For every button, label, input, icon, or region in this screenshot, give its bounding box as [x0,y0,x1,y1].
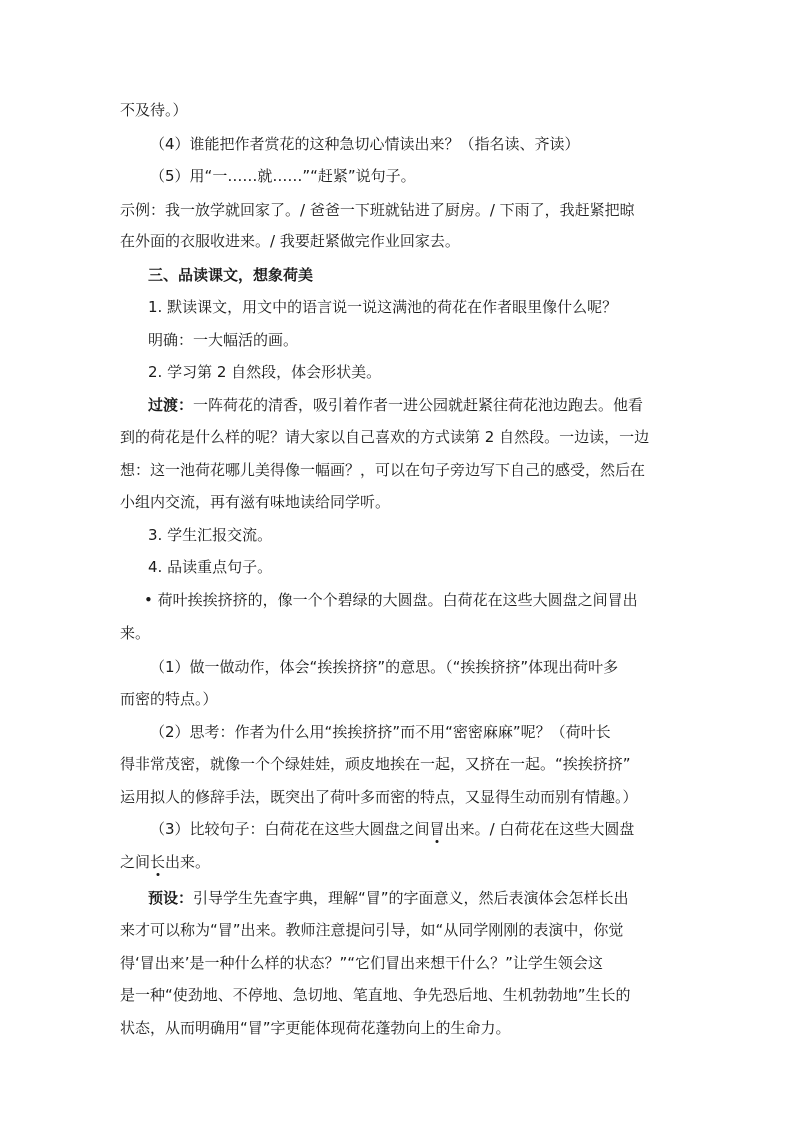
text-span: 一阵荷花的清香，吸引着作者一进公园就赶紧往荷花池边跑去。他看 [193,396,644,414]
text-line: （1）做一做动作，体会“挨挨挤挤”的意思。（“挨挨挤挤”体现出荷叶多 [150,658,619,676]
text-line: 来才可以称为“冒”出来。教师注意提问引导，如“从同学刚刚的表演中，你觉 [120,921,624,939]
text-line: 示例：我一放学就回家了。/ 爸爸一下班就钻进了厨房。/ 下雨了，我赶紧把晾 [120,201,635,219]
text-line: 想：这一池荷花哪儿美得像一幅画？，可以在句子旁边写下自己的感受，然后在 [120,461,646,479]
text-line: 2. 学习第 2 自然段，体会形状美。 [148,363,382,381]
text-line: （4）谁能把作者赏花的这种急切心情读出来？（指名读、齐读） [150,135,580,153]
text-line [150,820,710,838]
text-line: 运用拟人的修辞手法，既突出了荷叶多而密的特点，又显得生动而别有情趣。） [120,788,638,806]
text-line: 是一种“使劲地、不停地、急切地、笔直地、争先恐后地、生机勃勃地”生长的 [120,986,631,1004]
quoted-sentence: • 荷叶挨挨挤挤的，像一个个碧绿的大圆盘。白荷花在这些大圆盘之间冒出 [144,591,638,609]
text-line [148,889,708,907]
text-span: （3）比较句子：白荷花在这些大圆盘之间 [150,820,430,838]
text-line: 小组内交流，再有滋有味地读给同学听。 [120,493,391,511]
text-line: 而密的特点。） [120,690,218,708]
text-line: 得非常茂密，就像一个个绿娃娃，顽皮地挨在一起，又挤在一起。“挨挨挤挤” [120,755,631,773]
text-span: 之间 [120,853,151,871]
text-span: 出来。/ 白荷花在这些大圆盘 [444,820,635,838]
text-span: 出来。 [165,853,211,871]
text-line: 得‘冒出来’是一种什么样的状态？”“它们冒出来想干什么？”让学生领会这 [120,954,603,972]
emphasis-char: 长 [150,853,166,871]
text-span: 引导学生先查字典，理解“冒”的字面意义，然后表演体会怎样长出 [193,889,629,907]
text-line: 状态，从而明确用“冒”字更能体现荷花蓬勃向上的生命力。 [120,1019,511,1037]
text-line [148,396,708,414]
text-line: 3. 学生汇报交流。 [148,526,273,544]
text-line: 到的荷花是什么样的呢？请大家以自己喜欢的方式读第 2 自然段。一边读，一边 [120,428,650,446]
text-line: （5）用“一……就……”“赶紧”说句子。 [150,167,416,185]
transition-label: 过渡： [148,396,194,414]
quoted-sentence: 来。 [120,624,151,642]
text-line: 1. 默读课文，用文中的语言说一说这满池的荷花在作者眼里像什么呢？ [148,298,618,316]
text-line: 明确：一大幅活的画。 [148,331,299,349]
preset-label: 预设： [148,889,194,907]
text-line: 不及待。） [120,101,188,119]
text-line [120,853,680,871]
emphasis-char: 冒 [429,820,445,838]
text-line: 4. 品读重点句子。 [148,558,273,576]
text-line: （2）思考：作者为什么用“挨挨挤挤”而不用“密密麻麻”呢？（荷叶长 [150,723,611,741]
text-line: 在外面的衣服收进来。/ 我要赶紧做完作业回家去。 [120,232,460,250]
section-heading: 三、品读课文，想象荷美 [148,266,314,284]
